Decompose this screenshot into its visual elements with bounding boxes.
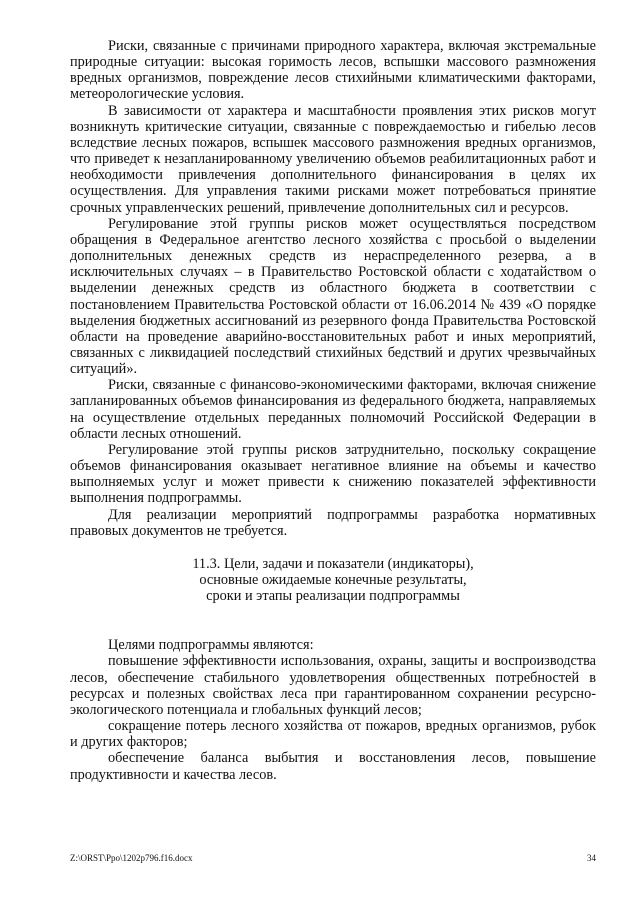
section-heading: [70, 556, 596, 604]
paragraph-goal-1: повышение эффективности использования, охраны, защиты и воспроизводства лесов, обеспечение стабильного удовлетворения общественных потребностей в ресурсах и полезных свойствах леса при гарантированном сохранении ресурсно-экологического потенциала и глобальных функций лесов;: [70, 653, 596, 718]
paragraph-financial-regulation: Регулирование этой группы рисков затруднительно, поскольку сокращение объемов финансирования оказывает негативное влияние на объемы и качество выполняемых услуг и может привести к снижению показателей эффективности выполнения подпрограммы.: [70, 441, 596, 507]
paragraph-financial-risks: Риски, связанные с финансово-экономическими факторами, включая снижение запланированных объемов финансирования из федерального бюджета, направляемых на осуществление отдельных переданных полномочий Российской Федерации в области лесных отношений.: [70, 377, 596, 442]
paragraph-critical-situations: В зависимости от характера и масштабности проявления этих рисков могут возникнуть критические ситуации, связанные с повреждаемостью и гибелью лесов вследствие лесных пожаров, вспышек массового размножения вредных организмов, что приведет к незапланированному увеличению объемов реабилитационных работ и необходимости привлечения дополнительного финансирования в целях их осуществления. Для управления такими рисками может потребоваться принятие срочных управленческих решений, привлечение дополнительных сил и ресурсов.: [70, 102, 596, 216]
document-body: [70, 38, 596, 783]
section-heading-line-1: 11.3. Цели, задачи и показатели (индикаторы),: [192, 555, 474, 572]
section-heading-line-2: основные ожидаемые конечные результаты,: [199, 572, 467, 588]
page-footer: [70, 853, 596, 864]
footer-page-number: 34: [587, 853, 596, 863]
paragraph-normative-documents: Для реализации мероприятий подпрограммы разработка нормативных правовых документов не требуется.: [70, 506, 596, 539]
paragraph-goal-2: сокращение потерь лесного хозяйства от пожаров, вредных организмов, рубок и других факторов;: [70, 718, 596, 751]
section-heading-line-3: сроки и этапы реализации подпрограммы: [206, 588, 460, 605]
paragraph-goals-intro: Целями подпрограммы являются:: [108, 637, 314, 654]
paragraph-risk-regulation: Регулирование этой группы рисков может осуществляться посредством обращения в Федеральное агентство лесного хозяйства с просьбой о выделении дополнительных денежных средств из нераспределенного резерва, а в исключительных случаях – в Правительство Ростовской области с ходатайством о выделении денежных средств из областного бюджета в соответствии с постановлением Правительства Ростовской области от 16.06.2014 № 439 «О порядке выделения бюджетных ассигнований из резервного фонда Правительства Ростовской области на проведение аварийно-восстановительных работ и иных мероприятий, связанных с ликвидацией последствий стихийных бедствий и других чрезвычайных ситуаций».: [70, 215, 596, 378]
footer-file-path: Z:\ORST\Ppo\1202p796.f16.docx: [70, 853, 193, 863]
paragraph-natural-risks: Риски, связанные с причинами природного характера, включая экстремальные природные ситуации: высокая горимость лесов, вспышки массового размножения вредных организмов, повреждение лесов стихийными климатическими факторами, метеорологические условия.: [70, 38, 596, 103]
paragraph-goal-3: обеспечение баланса выбытия и восстановления лесов, повышение продуктивности и качества лесов.: [70, 750, 596, 783]
spacer: [70, 621, 596, 637]
